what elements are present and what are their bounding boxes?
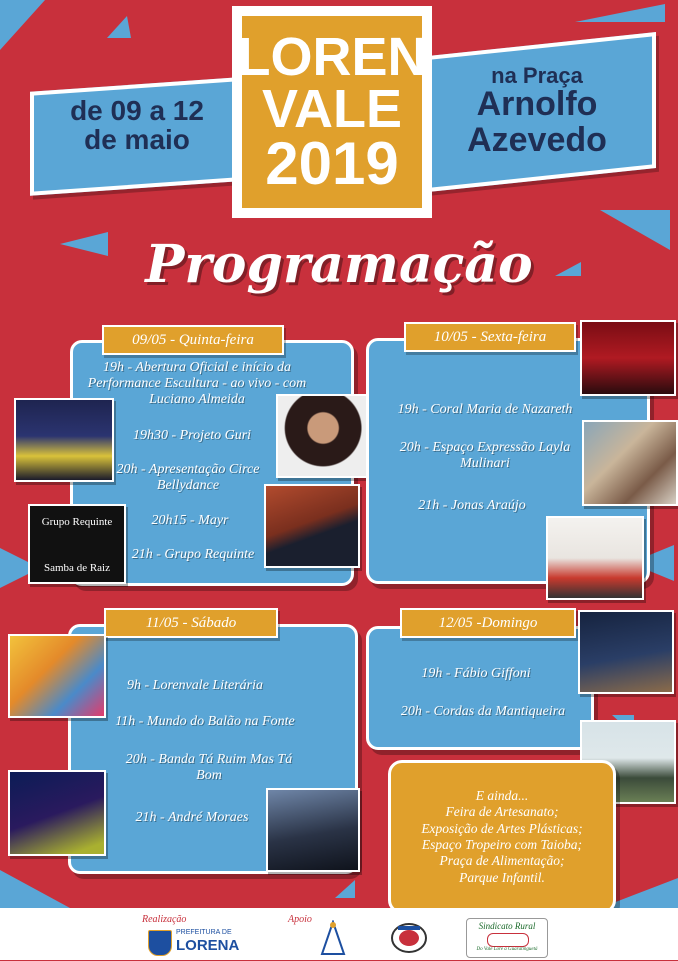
schedule-item: 19h - Coral Maria de Nazareth (397, 402, 573, 417)
decor-triangle (0, 0, 45, 50)
photo-espaco-expressao (582, 420, 678, 506)
extras-line: Exposição de Artes Plásticas; (421, 820, 583, 836)
programacao-title: Programação (145, 234, 533, 295)
schedule-item: 20h15 - Mayr (151, 513, 229, 528)
schedule-item: 19h - Abertura Oficial e início da Performance Escultura - ao vivo - com Luciano Almeida (87, 360, 307, 408)
sindicato-subtitle: Do Vale Lore a Guaratinguetá (476, 947, 538, 952)
sindicato-seal-icon (487, 933, 529, 947)
schedule-item: 20h - Apresentação Circe Bellydance (116, 462, 260, 494)
sindicato-title: Sindicato Rural (478, 921, 536, 931)
photo-mayr (264, 484, 360, 568)
photo-coral-maria-nazareth (580, 320, 676, 396)
venue-line2: Arnolfo (476, 85, 598, 124)
day-label-0905: 09/05 - Quinta-feira (102, 325, 284, 355)
day-label-1105: 11/05 - Sábado (104, 608, 278, 638)
schedule-item: 20h - Cordas da Mantiqueira (400, 704, 566, 719)
day-label-1205: 12/05 -Domingo (400, 608, 576, 638)
extras-line: Espaço Tropeiro com Taioba; (421, 837, 583, 852)
schedule-item: 11h - Mundo do Balão na Fonte (115, 714, 295, 729)
extras-line: Praça de Alimentação; (439, 853, 565, 869)
schedule-item: 20h - Espaço Expressão Layla Mulinari (399, 440, 571, 472)
sindicato-rural-logo (466, 918, 548, 958)
photo-banda-ta-ruim (8, 770, 106, 856)
schedule-item: 20h - Banda Tá Ruim Mas Tá Bom (125, 752, 293, 784)
police-badge-icon (390, 922, 428, 954)
extras-heading: E ainda... (475, 787, 529, 803)
extras-line: Parque Infantil. (459, 869, 545, 885)
schedule-item: 9h - Lorenvale Literária (127, 678, 263, 693)
decor-triangle (575, 4, 665, 22)
venue-line3: Azevedo (467, 120, 607, 159)
event-name-line2: VALE (261, 78, 402, 139)
photo-andre-moraes (266, 788, 360, 872)
event-logo-stamp (232, 6, 432, 218)
schedule-item: 21h - Grupo Requinte (131, 547, 255, 562)
prefeitura-logo (146, 928, 254, 956)
dates-line2: de maio (84, 124, 190, 156)
prefeitura-name: LORENA (176, 937, 240, 954)
photo-grupo-requinte (28, 504, 126, 584)
photo-jonas-araujo (546, 516, 644, 600)
day-panel-1205 (366, 626, 594, 750)
photo-fabio-giffoni (578, 610, 674, 694)
photo-caption: Grupo Requinte (41, 516, 113, 528)
venue-text (432, 64, 642, 158)
church-logo-icon (320, 920, 346, 956)
decor-triangle (107, 16, 131, 38)
schedule-item: 19h - Fábio Giffoni (421, 666, 531, 681)
realizacao-label: Realização (142, 914, 187, 925)
decor-triangle (0, 870, 70, 908)
photo-caption: Samba de Raiz (44, 562, 110, 574)
extras-line: Feira de Artesanato; (445, 804, 559, 820)
prefeitura-small-text: PREFEITURA DE (176, 929, 232, 936)
extras-box (388, 760, 616, 914)
photo-circe-bellydance (276, 394, 374, 478)
schedule-item: 21h - Jonas Araújo (418, 498, 526, 513)
schedule-item: 21h - André Moraes (135, 810, 249, 825)
decor-triangle (335, 880, 355, 898)
schedule-item: 19h30 - Projeto Guri (132, 428, 252, 443)
photo-projeto-guri (14, 398, 114, 482)
venue-line1: na Praça (491, 63, 583, 88)
dates-text (32, 96, 242, 155)
footer-sponsors (0, 908, 678, 960)
dates-line1: de 09 a 12 (70, 95, 204, 126)
event-year: 2019 (265, 129, 399, 197)
apoio-label: Apoio (288, 914, 312, 925)
event-name-line1: LOREN (237, 27, 427, 88)
day-label-1005: 10/05 - Sexta-feira (404, 322, 576, 352)
photo-lorenvale-literaria (8, 634, 106, 718)
city-crest-icon (148, 930, 172, 956)
